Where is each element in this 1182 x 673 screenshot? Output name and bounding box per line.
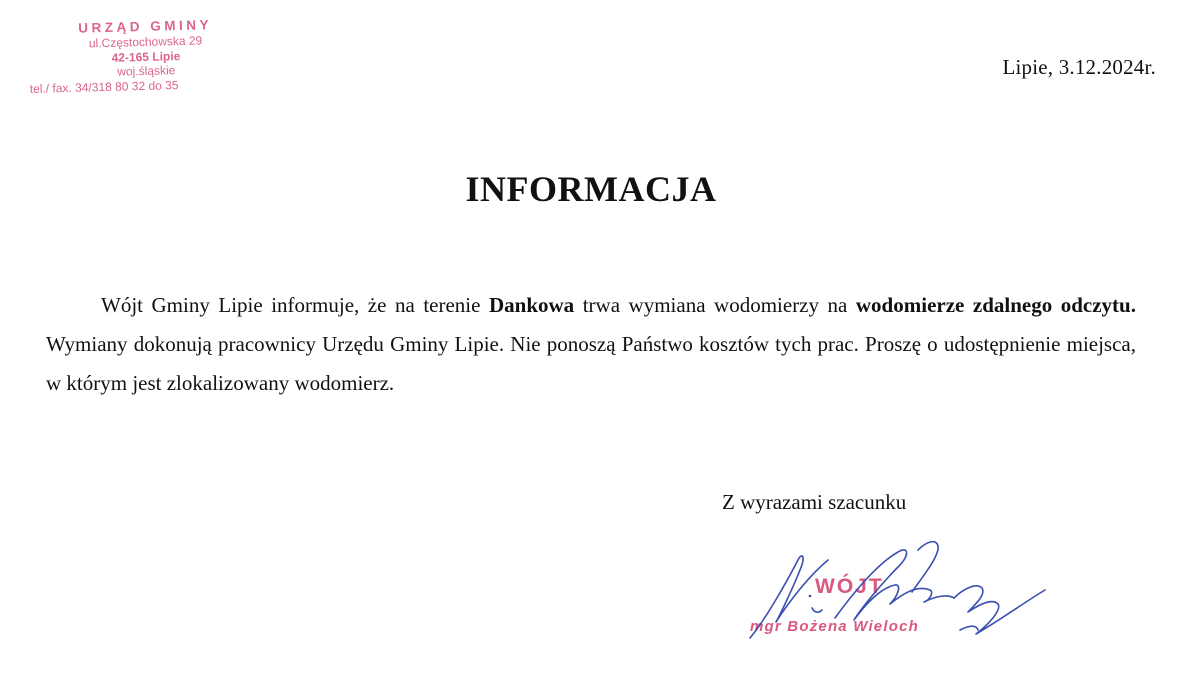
stamp-region: woj.śląskie (117, 63, 176, 79)
stamp-street: ul.Częstochowska 29 (88, 33, 203, 51)
office-stamp (28, 17, 240, 96)
stamp-postal-code: 42-165 Lipie (111, 48, 181, 65)
handwritten-signature (740, 530, 1060, 650)
body-bold-meter-type: wodomierze zdalnego odczytu. (855, 293, 1136, 317)
stamp-office-name: URZĄD GMINY (78, 17, 213, 36)
signature-stamp-office: WÓJT (815, 575, 884, 598)
body-text-part: Wymiany dokonują pracownicy Urzędu Gminy Lipie. Nie ponoszą Państwo kosztów tych prac. Proszę o udostępnienie miejsca, w którym jest zlokalizowany wodomierz. (46, 332, 1136, 395)
document-body (46, 286, 1136, 403)
stamp-phone: tel./ fax. 34/318 80 32 do 35 (29, 77, 179, 96)
document-title: INFORMACJA (465, 169, 717, 209)
closing-phrase: Z wyrazami szacunku (722, 490, 907, 514)
body-text-part: trwa wymiana wodomierzy na (574, 293, 856, 317)
body-text-part: Wójt Gminy Lipie informuje, że na terenie (101, 293, 489, 317)
document-date: Lipie, 3.12.2024r. (1002, 55, 1156, 79)
signature-stamp-name: mgr Bożena Wieloch (750, 618, 919, 635)
signature-block (740, 530, 1060, 650)
body-bold-location: Dankowa (488, 293, 575, 317)
